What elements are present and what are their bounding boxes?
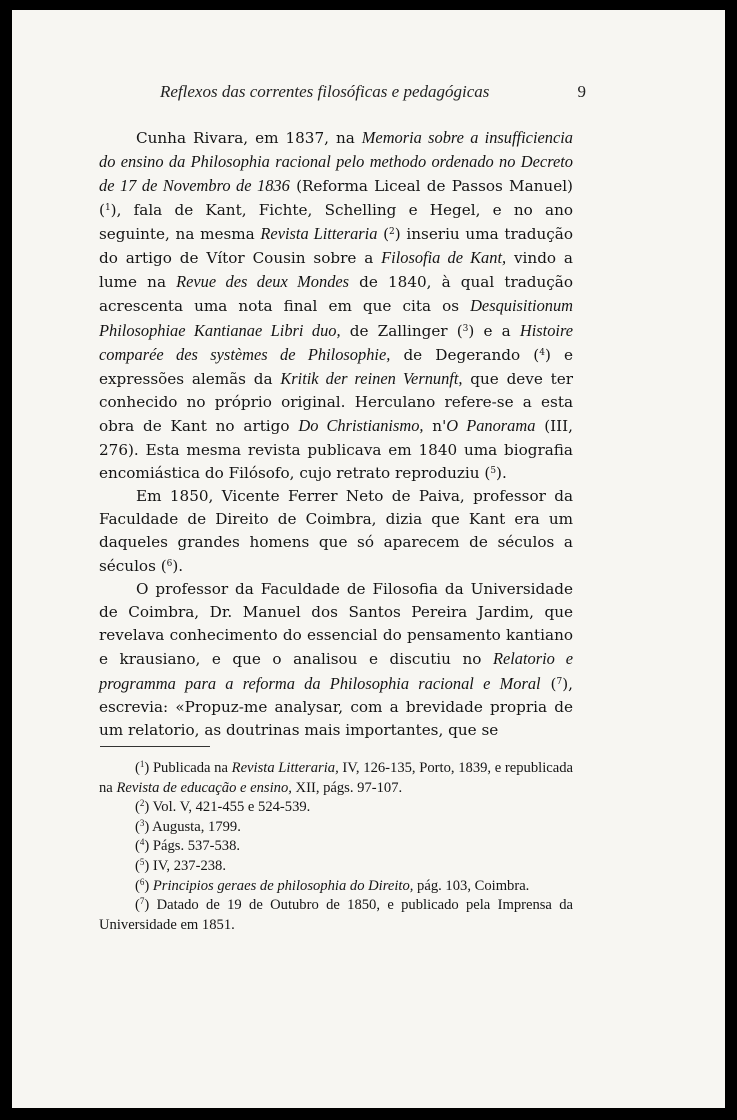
footnote-text [153,838,240,854]
text-run: n' [423,417,447,436]
paragraph [99,126,573,485]
page-number: 9 [577,82,586,101]
text-run: ). [496,463,507,482]
italic-text: Principios geraes de philosophia do Direito, [152,877,414,894]
italic-text: Desquisitionum Philosophiae Kantianae Libri duo, [99,296,573,340]
italic-text: Filosofia de Kant, [381,248,507,268]
paragraph [99,578,573,742]
text-run: que deve ter conhecido no próprio original. Herculano refere-se a esta obra de Kant no artigo [99,370,573,436]
footnote: ($^3$) Augusta, 1799. [135,817,241,835]
footnote: ($^4$) Págs. 537-538. [135,837,241,855]
italic-text: Revista Litteraria, [231,760,339,776]
text-run: ), escrevia: «Propuz-me analysar, com a brevidade propria de um relatorio, as doutrinas mais importantes, que se [99,674,573,740]
text-run: IV, 126-135, Porto, 1839, e republicada na [99,760,573,796]
footnote-ref: 3 [462,323,469,334]
footnote: ($^6$) Principios geraes de philosophia do Direito, pág. 103, Coimbra. [135,876,530,894]
text-run: ( [540,674,557,693]
italic-text: Revue des deux Mondes [176,272,350,292]
footnote-ref: 2 [389,226,395,237]
text-run: XII, págs. 97-107. [291,779,403,796]
footnote-number: 5 [139,856,145,867]
italic-text: Revista Litteraria [260,223,378,243]
text-run: Datado de 19 de Outubro de 1850, e publicado pela Imprensa da Universidade em 1851. [99,897,573,933]
footnote-ref: 6 [166,558,173,569]
footnote-divider [100,746,210,747]
text-run: de 1840, à qual tradução acrescenta uma nota final em que cita os [99,273,573,316]
text-run: Cunha Rivara, em 1837, na [136,129,362,147]
text-run: vindo a lume na [99,249,573,292]
footnote-ref: 1 [104,202,111,213]
footnotes [99,759,573,935]
paragraph [99,485,573,578]
footnote-number: 2 [139,798,145,809]
text-run: ( [377,224,390,243]
text-run: ) e expressões alemãs da [99,345,573,389]
text-run: (Reforma Liceal de Passos Manuel) ( [99,177,573,219]
footnote: ($^5$) IV, 237-238. [135,856,226,874]
body-text [99,126,573,742]
footnote-number: 4 [139,837,145,848]
footnote-text [99,760,573,796]
footnote-number: 1 [139,759,145,769]
footnote-text [153,858,226,874]
running-title: Reflexos das correntes filosóficas e pedagógicas [160,82,490,101]
italic-text: Memoria sobre a insufficiencia do ensino da Philosophia racional pelo methodo ordenado no Decreto de 17 de Novembro de 1836 [99,128,573,196]
footnote-number: 7 [139,896,145,907]
text-run: (III, 276). Esta mesma revista publicava em 1840 uma biografia encomiástica do Filósofo, cujo retrato reproduziu ( [99,417,573,482]
footnote: ($^2$) Vol. V, 421-455 e 524-539. [135,798,311,816]
footnote-text [99,897,573,933]
text-run: Augusta, 1799. [152,818,241,835]
text-run: ) inseriu uma tradução do artigo de Vítor Cousin sobre a [99,224,573,268]
italic-text: Relatorio e programma para a reforma da Philosophia racional e Moral [99,649,573,693]
italic-text: O Panorama [446,416,536,436]
running-header [160,82,586,102]
text-run: pág. 103, Coimbra. [413,877,530,894]
text-run: ), fala de Kant, Fichte, Schelling e Hegel, e no ano seguinte, na mesma [99,200,573,243]
italic-text: Kritik der reinen Vernunft, [280,369,463,389]
italic-text: Histoire comparée des systèmes de Philosophie, [99,320,573,364]
footnote-ref: 5 [490,465,497,476]
footnote-number: 3 [139,817,145,828]
text-run: Págs. 537-538. [152,838,241,855]
footnote: ($^1$) Publicada na Revista Litteraria, IV, 126-135, Porto, 1839, e republicada na Revista de educação e ensino, XII, págs. 97-107. [99,759,573,796]
footnote-text [153,799,311,815]
text-run: de Degerando ( [390,345,540,364]
footnote: ($^7$) Datado de 19 de Outubro de 1850, e publicado pela Imprensa da Universidade em 1851. [99,896,573,933]
text-run: Em 1850, Vicente Ferrer Neto de Paiva, professor da Faculdade de Direito de Coimbra, dizia que Kant era um daqueles grandes homens que só aparecem de séculos a séculos ( [99,487,573,575]
text-run: O professor da Faculdade de Filosofia da Universidade de Coimbra, Dr. Manuel dos Santos Pereira Jardim, que revelava conhecimento do essencial do pensamento kantiano e krausiano, e que o analisou e discutiu no [99,579,573,669]
footnote-text [152,819,241,835]
text-run: Publicada na [152,760,232,776]
footnote-text [153,878,529,894]
italic-text: Do Christianismo, [298,416,424,436]
text-run: Vol. V, 421-455 e 524-539. [152,799,311,816]
text-run: de Zallinger ( [340,321,463,340]
text-run: ) e a [468,321,520,340]
footnote-ref: 4 [539,347,545,358]
italic-text: Revista de educação e ensino, [116,779,292,796]
footnote-number: 6 [139,876,145,887]
footnote-ref: 7 [556,676,563,687]
text-run: IV, 237-238. [152,857,226,874]
text-run: ). [172,556,184,575]
